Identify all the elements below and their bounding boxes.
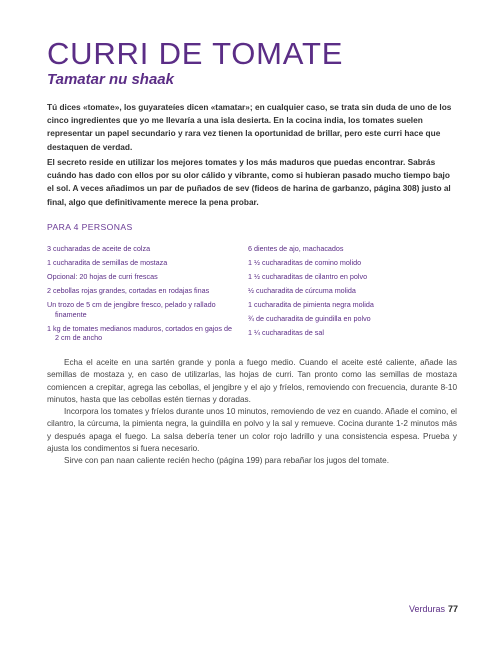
page-footer [360, 604, 458, 614]
intro-paragraph: Tú dices «tomate», los guyarateíes dicen «tamatar»; en cualquier caso, se trata sin duda de uno de los cinco ingredientes que yo me llevaría a una isla desierta. En la cocina india, los tomates suelen representar un papel secundario y rara vez tienen la oportunidad de brillar, pero este curri hace que destaquen de verdad. [47, 102, 452, 152]
recipe-subtitle: Tamatar nu shaak [47, 71, 174, 88]
ingredient-item: 2 cebollas rojas grandes, cortadas en rodajas finas [47, 286, 210, 295]
ingredient-item: 1 cucharadita de pimienta negra molida [248, 300, 374, 309]
intro-paragraph: El secreto reside en utilizar los mejores tomates y los más maduros que puedas encontrar. Sabrás cuándo has dado con ellos por su olor cálido y vibrante, como si hubieran pasado mucho tiempo bajo el sol. A veces añadimos un par de puñados de sev (fideos de harina de garbanzo, página 308) justo al final, algo que definitivamente merece la pena probar. [47, 157, 451, 207]
ingredient-item: ¾ de cucharadita de guindilla en polvo [248, 314, 371, 323]
page-number: 77 [447, 604, 458, 614]
ingredient-item: Opcional: 20 hojas de curri frescas [47, 272, 158, 281]
ingredients-list-left [47, 244, 237, 347]
method-step: Sirve con pan naan caliente recién hecho (página 199) para rebañar los jugos del tomate. [64, 456, 389, 466]
ingredient-item: 1 ½ cucharaditas de comino molido [248, 258, 362, 267]
ingredient-item: 3 cucharadas de aceite de colza [47, 244, 151, 253]
section-name: Verduras [408, 604, 445, 614]
ingredient-item: 1 kg de tomates medianos maduros, cortados en gajos de 2 cm de ancho [47, 323, 232, 342]
ingredients-list-right [248, 244, 448, 342]
ingredient-item: 1 ½ cucharaditas de cilantro en polvo [248, 272, 368, 281]
ingredient-item: 1 ¼ cucharaditas de sal [248, 328, 324, 337]
ingredient-item: ½ cucharadita de cúrcuma molida [248, 286, 356, 295]
method-step: Incorpora los tomates y fríelos durante unos 10 minutos, removiendo de vez en cuando. Añade el comino, el cilantro, la cúrcuma, la pimienta negra, la guindilla en polvo y la sal y remueve. Cocina durante 1-2 minutos más y después apaga el fuego. La salsa debería tener un color rojo ladrillo y una consistencia espesa. Prueba y ajusta los condimentos si fuera necesario. [47, 407, 457, 454]
recipe-title: CURRI DE TOMATE [47, 36, 344, 71]
method-step: Echa el aceite en una sartén grande y ponla a fuego medio. Cuando el aceite esté caliente, añade las semillas de mostaza y, en caso de utilizarlas, las hojas de curri. Tan pronto como las semillas de mostaza comiencen a crepitar, agrega las cebollas, el jengibre y el ajo y fríelos, removiendo con frecuencia, durante 8-10 minutos, hasta que las cebollas estén tiernas y doradas. [47, 358, 457, 404]
ingredient-item: 6 dientes de ajo, machacados [248, 244, 344, 253]
method-section [47, 357, 457, 468]
ingredient-item: Un trozo de 5 cm de jengibre fresco, pelado y rallado finamente [47, 300, 216, 319]
ingredient-item: 1 cucharadita de semillas de mostaza [47, 258, 168, 267]
servings-heading: PARA 4 PERSONAS [47, 222, 133, 232]
